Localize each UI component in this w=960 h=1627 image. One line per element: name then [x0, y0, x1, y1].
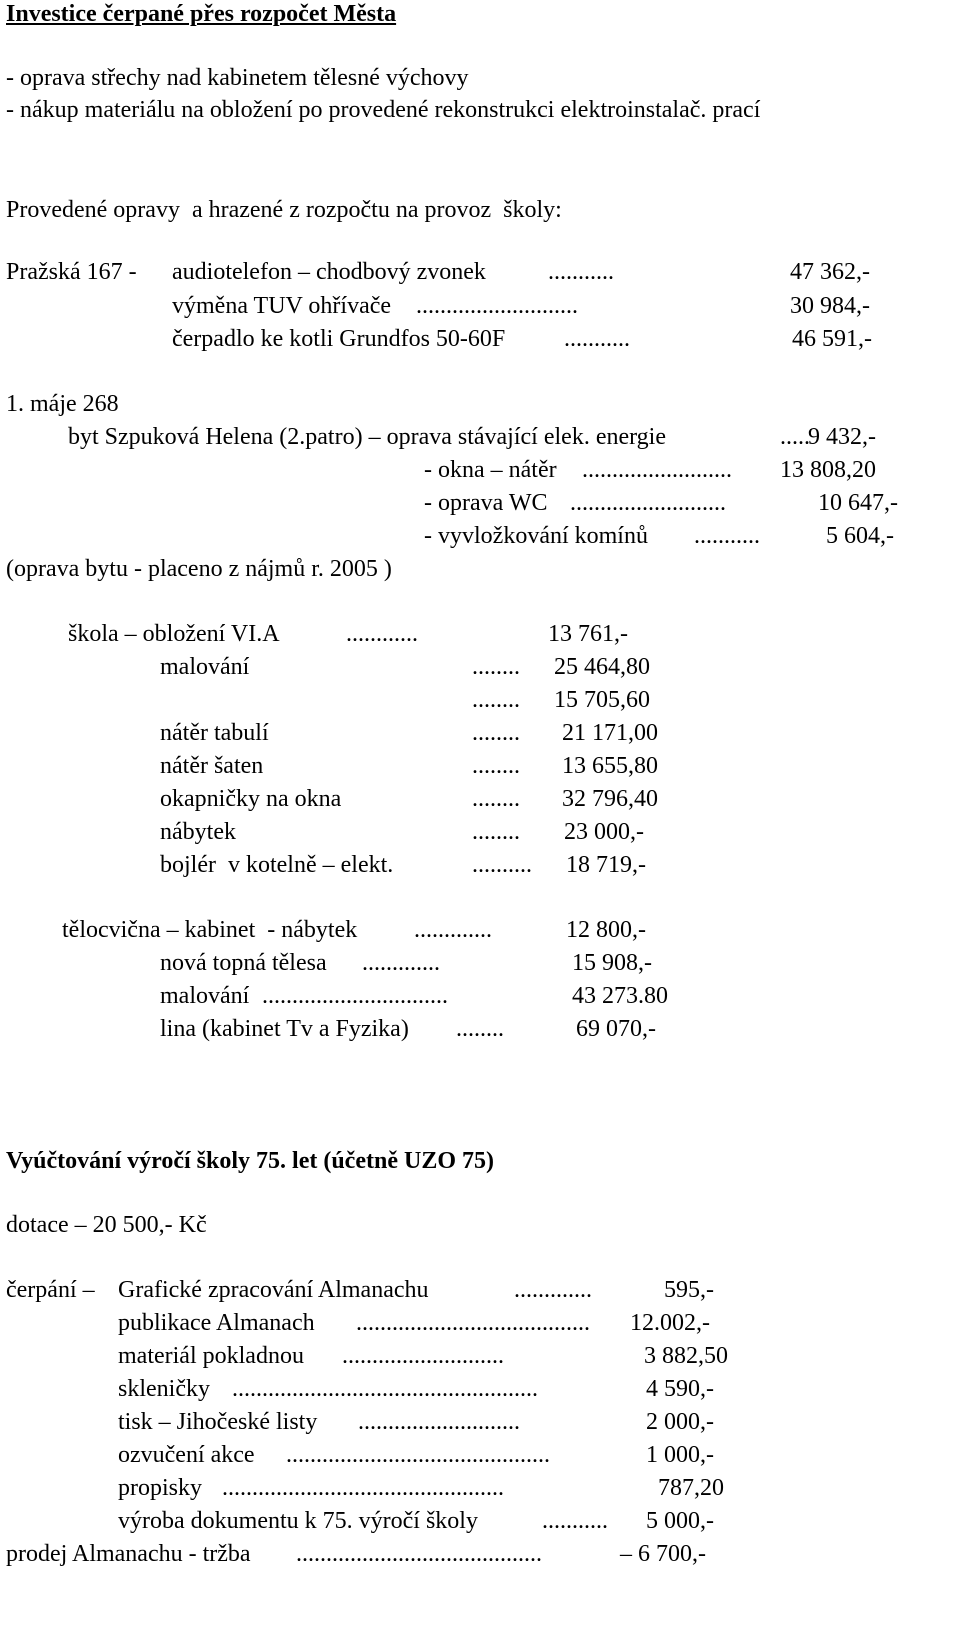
- maje-row-3-dots: ...........: [694, 523, 760, 549]
- cerpani-row-2-value: 12.002,-: [630, 1310, 710, 1336]
- cerpani-row-3-value: 3 882,50: [644, 1343, 728, 1369]
- skola-row-1-dots: ........: [472, 654, 520, 680]
- maje-note: (oprava bytu - placeno z nájmů r. 2005 ): [6, 556, 392, 582]
- cerpani-row-6-dots: ............................................: [286, 1442, 550, 1468]
- skola-row-5-label: okapničky na okna: [160, 786, 342, 812]
- investice-item-1: - oprava střechy nad kabinetem tělesné výchovy: [6, 65, 469, 91]
- section-heading-opravy: Provedené opravy a hrazené z rozpočtu na provoz školy:: [6, 197, 562, 223]
- skola-first-value: 13 761,-: [548, 621, 628, 647]
- skola-row-6-dots: ........: [472, 819, 520, 845]
- cerpani-row-8-value: 5 000,-: [646, 1508, 714, 1534]
- prazska-row-3-dots: ...........: [564, 326, 630, 352]
- skola-row-3-label: nátěr tabulí: [160, 720, 269, 746]
- section-title-investice: Investice čerpané přes rozpočet Města: [6, 1, 397, 27]
- section-title-vyuctovani: Vyúčtování výročí školy 75. let (účetně UZO 75): [6, 1148, 494, 1174]
- cerpani-row-4-value: 4 590,-: [646, 1376, 714, 1402]
- skola-row-7-dots: ..........: [472, 852, 532, 878]
- cerpani-row-2-label: publikace Almanach: [118, 1310, 315, 1336]
- prazska-row-3-value: 46 591,-: [792, 326, 872, 352]
- cerpani-prefix: čerpání –: [6, 1277, 101, 1303]
- prazska-row-1-label: audiotelefon – chodbový zvonek: [172, 259, 486, 285]
- maje-row-1-label: - okna – nátěr: [424, 457, 557, 483]
- skola-row-3-dots: ........: [472, 720, 520, 746]
- skola-row-4-dots: ........: [472, 753, 520, 779]
- maje-row-3-value: 5 604,-: [826, 523, 894, 549]
- cerpani-row-3-dots: ...........................: [342, 1343, 504, 1369]
- maje-row-2-label: - oprava WC: [424, 490, 548, 516]
- cerpani-row-2-dots: .......................................: [356, 1310, 590, 1336]
- skola-row-2-value: 15 705,60: [554, 687, 650, 713]
- skola-row-7-value: 18 719,-: [566, 852, 646, 878]
- skola-row-1-value: 25 464,80: [554, 654, 650, 680]
- prazska-row-1-dots: ...........: [548, 259, 614, 285]
- telocvicna-row-3-dots: ........: [456, 1016, 504, 1042]
- maje-row-1-value: 13 808,20: [780, 457, 876, 483]
- skola-first-dots: ............: [346, 621, 418, 647]
- skola-row-6-label: nábytek: [160, 819, 236, 845]
- prazska-row-2-label: výměna TUV ohřívače: [172, 293, 392, 319]
- telocvicna-first-label: tělocvična – kabinet - nábytek: [62, 917, 358, 943]
- telocvicna-row-1-value: 15 908,-: [572, 950, 652, 976]
- place-prazska: Pražská 167 -: [6, 259, 137, 285]
- dotace-line: dotace – 20 500,- Kč: [6, 1212, 207, 1238]
- skola-row-4-value: 13 655,80: [562, 753, 658, 779]
- skola-row-5-value: 32 796,40: [562, 786, 658, 812]
- telocvicna-row-2-value: 43 273.80: [572, 983, 668, 1009]
- prazska-row-2-value: 30 984,-: [790, 293, 870, 319]
- cerpani-row-5-value: 2 000,-: [646, 1409, 714, 1435]
- telocvicna-first-dots: .............: [414, 917, 492, 943]
- cerpani-row-1-value: 595,-: [664, 1277, 714, 1303]
- skola-row-3-value: 21 171,00: [562, 720, 658, 746]
- maje-row-2-dots: ..........................: [570, 490, 726, 516]
- skola-row-2-dots: ........: [472, 687, 520, 713]
- skola-row-6-value: 23 000,-: [564, 819, 644, 845]
- telocvicna-row-3-value: 69 070,-: [576, 1016, 656, 1042]
- skola-row-4-label: nátěr šaten: [160, 753, 264, 779]
- cerpani-row-7-label: propisky: [118, 1475, 202, 1501]
- prodej-dots: .........................................: [296, 1541, 542, 1567]
- maje-flat-value: 9 432,-: [808, 424, 876, 450]
- cerpani-row-6-value: 1 000,-: [646, 1442, 714, 1468]
- cerpani-row-7-dots: ...............................................: [222, 1475, 504, 1501]
- place-maje: 1. máje 268: [6, 391, 119, 417]
- maje-flat-dots: .....: [780, 424, 810, 450]
- telocvicna-row-2-dots: ...............................: [262, 983, 448, 1009]
- cerpani-row-1-dots: .............: [514, 1277, 592, 1303]
- cerpani-row-1-label: Grafické zpracování Almanachu: [118, 1277, 429, 1303]
- skola-row-5-dots: ........: [472, 786, 520, 812]
- skola-first-label: škola – obložení VI.A: [68, 621, 280, 647]
- telocvicna-row-2-label: malování: [160, 983, 250, 1009]
- cerpani-row-7-value: 787,20: [658, 1475, 724, 1501]
- telocvicna-row-1-label: nová topná tělesa: [160, 950, 327, 976]
- cerpani-row-5-label: tisk – Jihočeské listy: [118, 1409, 318, 1435]
- cerpani-row-3-label: materiál pokladnou: [118, 1343, 304, 1369]
- prazska-row-3-label: čerpadlo ke kotli Grundfos 50-60F: [172, 326, 506, 352]
- prodej-value: – 6 700,-: [620, 1541, 706, 1567]
- prodej-label: prodej Almanachu - tržba: [6, 1541, 251, 1567]
- cerpani-row-6-label: ozvučení akce: [118, 1442, 255, 1468]
- skola-row-1-label: malování: [160, 654, 250, 680]
- telocvicna-row-1-dots: .............: [362, 950, 440, 976]
- telocvicna-row-3-label: lina (kabinet Tv a Fyzika): [160, 1016, 409, 1042]
- maje-flat-label: byt Szpuková Helena (2.patro) – oprava stávající elek. energie: [68, 424, 666, 450]
- cerpani-row-4-label: skleničky: [118, 1376, 210, 1402]
- telocvicna-first-value: 12 800,-: [566, 917, 646, 943]
- cerpani-row-8-label: výroba dokumentu k 75. výročí školy: [118, 1508, 478, 1534]
- cerpani-row-5-dots: ...........................: [358, 1409, 520, 1435]
- prazska-row-1-value: 47 362,-: [790, 259, 870, 285]
- investice-item-2: - nákup materiálu na obložení po provedené rekonstrukci elektroinstalač. prací: [6, 97, 761, 123]
- skola-row-7-label: bojlér v kotelně – elekt.: [160, 852, 394, 878]
- cerpani-row-8-dots: ...........: [542, 1508, 608, 1534]
- maje-row-1-dots: .........................: [582, 457, 732, 483]
- prazska-row-2-dots: ...........................: [416, 293, 578, 319]
- maje-row-3-label: - vyvložkování komínů: [424, 523, 648, 549]
- maje-row-2-value: 10 647,-: [818, 490, 898, 516]
- cerpani-row-4-dots: ...................................................: [232, 1376, 538, 1402]
